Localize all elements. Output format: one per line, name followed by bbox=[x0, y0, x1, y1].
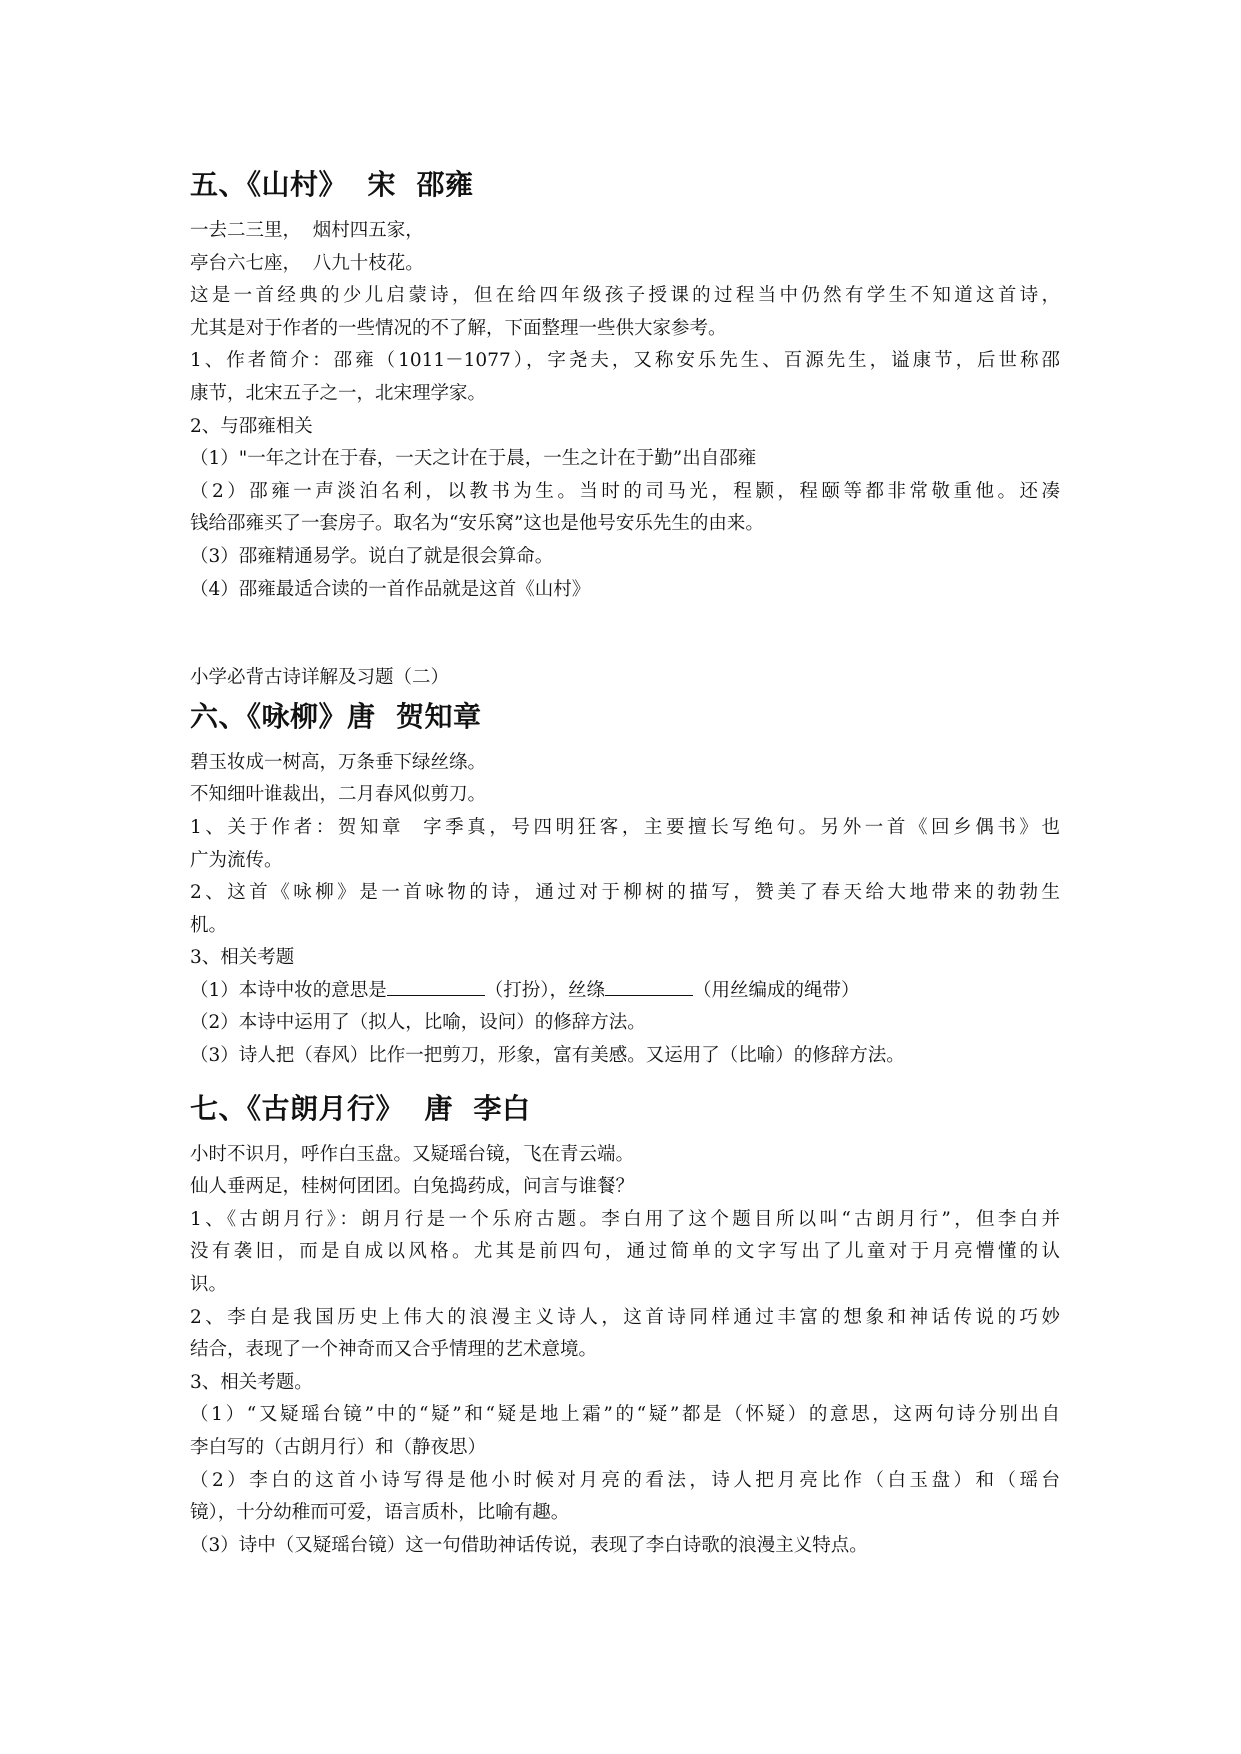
paragraph-line: （2）本诗中运用了（拟人，比喻，设问）的修辞方法。 bbox=[190, 1012, 646, 1034]
question-text: （用丝编成的绳带） bbox=[693, 979, 860, 1001]
paragraph-line: 结合，表现了一个神奇而又合乎情理的艺术意境。 bbox=[190, 1339, 598, 1361]
paragraph-line: 1、作者简介：邵雍（1011－1077），字尧夫，又称安乐先生、百源先生，谥康节，后世称邵 bbox=[190, 350, 1060, 372]
poem-line: 不知细叶谁裁出，二月春风似剪刀。 bbox=[190, 784, 487, 806]
poem-line: 亭台六七座， 八九十枝花。 bbox=[190, 252, 424, 274]
answer-blank bbox=[605, 976, 693, 996]
paragraph-line: 2、李白是我国历史上伟大的浪漫主义诗人，这首诗同样通过丰富的想象和神话传说的巧妙 bbox=[190, 1306, 1060, 1328]
question-text: （1）本诗中妆的意思是 bbox=[190, 979, 387, 1001]
answer-blank bbox=[387, 976, 485, 996]
paragraph-line: 3、相关考题 bbox=[190, 947, 295, 969]
paragraph-line: 2、与邵雍相关 bbox=[190, 415, 313, 437]
paragraph-line: （1）“又疑瑶台镜”中的“疑”和“疑是地上霜”的“疑”都是（怀疑）的意思，这两句诗分别出自 bbox=[190, 1404, 1060, 1426]
section-title: 七、《古朗月行》 唐 李白 bbox=[190, 1091, 531, 1125]
section-yongliu bbox=[190, 662, 1060, 1073]
paragraph-line: 1、关于作者：贺知章 字季真，号四明狂客，主要擅长写绝句。另外一首《回乡偶书》也 bbox=[190, 816, 1060, 838]
section-title: 六、《咏柳》唐 贺知章 bbox=[190, 699, 482, 733]
paragraph-line: 镜），十分幼稚而可爱，语言质朴，比喻有趣。 bbox=[190, 1502, 570, 1524]
paragraph-line: 1、《古朗月行》：朗月行是一个乐府古题。李白用了这个题目所以叫“古朗月行”，但李白并 bbox=[190, 1208, 1060, 1230]
paragraph-line: （2）邵雍一声淡泊名利，以教书为生。当时的司马光，程颢，程颐等都非常敬重他。还凑 bbox=[190, 480, 1060, 502]
paragraph-line: 康节，北宋五子之一，北宋理学家。 bbox=[190, 382, 487, 404]
paragraph-line: 李白写的（古朗月行）和（静夜思） bbox=[190, 1437, 487, 1458]
subheading: 小学必背古诗详解及习题（二） bbox=[190, 667, 450, 689]
paragraph-line: （3）诗中（又疑瑶台镜）这一句借助神话传说，表现了李白诗歌的浪漫主义特点。 bbox=[190, 1534, 868, 1556]
paragraph-line: 尤其是对于作者的一些情况的不了解，下面整理一些供大家参考。 bbox=[190, 317, 727, 339]
paragraph-line: 钱给邵雍买了一套房子。取名为“安乐窝”这也是他号安乐先生的由来。 bbox=[190, 513, 764, 535]
section-shancun bbox=[190, 163, 1060, 606]
question-text: （打扮），丝绦 bbox=[484, 979, 606, 1001]
paragraph-line: 机。 bbox=[190, 914, 228, 936]
paragraph-line: 识。 bbox=[190, 1274, 228, 1296]
paragraph-line: 没有袭旧，而是自成以风格。尤其是前四句，通过简单的文字写出了儿童对于月亮懵懂的认 bbox=[190, 1241, 1060, 1263]
paragraph-line: 3、相关考题。 bbox=[190, 1371, 313, 1393]
paragraph-line: 广为流传。 bbox=[190, 849, 283, 871]
fill-blank-question bbox=[190, 975, 1060, 1008]
poem-line: 一去二三里， 烟村四五家， bbox=[190, 220, 424, 241]
paragraph-line: （1）"一年之计在于春，一天之计在于晨，一生之计在于勤”出自邵雍 bbox=[190, 448, 757, 470]
poem-line: 碧玉妆成一树高，万条垂下绿丝绦。 bbox=[190, 751, 487, 773]
poem-line: 仙人垂两足，桂树何团团。白兔捣药成，问言与谁餐？ bbox=[190, 1176, 635, 1198]
section-title: 五、《山村》 宋 邵雍 bbox=[190, 168, 474, 201]
paragraph-line: 2、这首《咏柳》是一首咏物的诗，通过对于柳树的描写，赞美了春天给大地带来的勃勃生 bbox=[190, 882, 1060, 904]
paragraph-line: （3）邵雍精通易学。说白了就是很会算命。 bbox=[190, 545, 554, 567]
paragraph-line: （3）诗人把（春风）比作一把剪刀，形象，富有美感。又运用了（比喻）的修辞方法。 bbox=[190, 1045, 905, 1067]
section-gulangyuexing bbox=[190, 1087, 1060, 1563]
poem-line: 小时不识月，呼作白玉盘。又疑瑶台镜，飞在青云端。 bbox=[190, 1143, 635, 1165]
paragraph-line: 这是一首经典的少儿启蒙诗，但在给四年级孩子授课的过程当中仍然有学生不知道这首诗， bbox=[190, 285, 1060, 307]
paragraph-line: （2）李白的这首小诗写得是他小时候对月亮的看法，诗人把月亮比作（白玉盘）和（瑶台 bbox=[190, 1469, 1060, 1491]
document-body bbox=[190, 163, 1060, 1562]
paragraph-line: （4）邵雍最适合读的一首作品就是这首《山村》 bbox=[190, 578, 591, 600]
